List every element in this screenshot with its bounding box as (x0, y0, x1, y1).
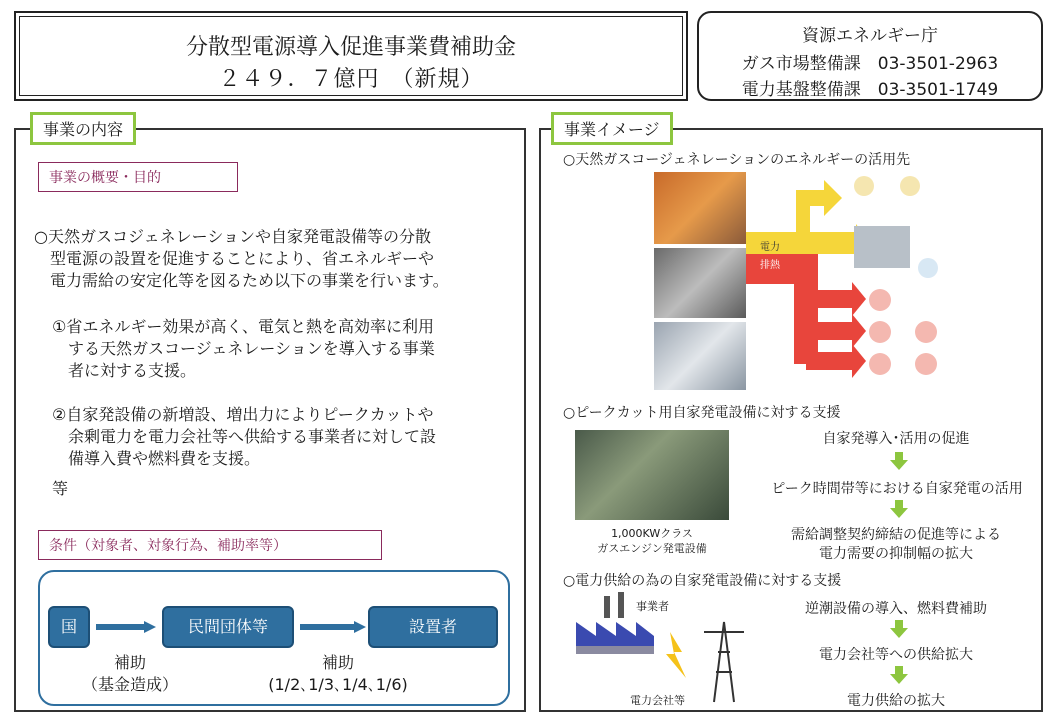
heat-label: 排熱 (760, 260, 780, 271)
supply-step-1: 逆潮設備の導入、燃料費補助 (805, 601, 987, 617)
caption-line: ガスエンジン発電設備 (597, 542, 707, 555)
chimney-icon (604, 596, 610, 618)
heat-flow-branch (806, 290, 852, 308)
tab-business-image: 事業イメージ (551, 112, 673, 145)
supply-step-2: 電力会社等への供給拡大 (819, 647, 973, 663)
use-icon (854, 176, 874, 196)
down-arrow (890, 500, 908, 518)
chimney-icon (618, 592, 624, 618)
flow-label-line: 補助 (321, 653, 354, 672)
section2-heading: ○ピークカット用自家発電設備に対する支援 (563, 405, 841, 421)
power-tower-icon (704, 622, 744, 702)
purpose-text (34, 226, 524, 292)
gas-engine-photo (654, 172, 746, 244)
flow-arrow-head (144, 621, 156, 633)
use-icon (900, 176, 920, 196)
heat-flow-head (852, 344, 866, 378)
heat-flow-branch (806, 322, 852, 340)
overview-heading: 事業の概要・目的 (38, 162, 238, 192)
flow-label-2 (248, 652, 428, 696)
agency-contact-1: ガス市場整備課 03-3501-2963 (741, 54, 999, 74)
flow-arrow-head (354, 621, 366, 633)
gas-turbine-photo (654, 248, 746, 318)
peak-step-4: 電力需要の抑制幅の拡大 (819, 546, 973, 562)
section1-heading: ○天然ガスコージェネレーションのエネルギーの活用先 (563, 152, 911, 168)
support-item-2 (52, 404, 522, 470)
flow-label-1 (70, 652, 190, 696)
conditions-heading: 条件（対象者、対象行為、補助率等） (38, 530, 382, 560)
purpose-line: ○天然ガスコジェネレーションや自家発電設備等の分散 (34, 227, 432, 246)
flow-box-government: 国 (48, 606, 90, 648)
use-icon (869, 321, 891, 343)
flow-label-line: (1/2､1/3､1/4､1/6) (268, 675, 408, 694)
agency-name: 資源エネルギー庁 (802, 26, 938, 46)
tab-business-content: 事業の内容 (30, 112, 136, 145)
support-item-1 (52, 316, 522, 382)
factory-base (576, 646, 654, 654)
etc-text: 等 (52, 479, 69, 498)
item-line: ②自家発設備の新増設、増出力によりピークカットや (52, 405, 434, 424)
peak-step-3: 需給調整契約締結の促進等による (791, 527, 1001, 543)
lightning-icon (666, 632, 686, 678)
agency-box (697, 11, 1043, 101)
budget-amount: ２４９．７億円 （新規） (218, 67, 484, 92)
peak-step-2: ピーク時間帯等における自家発電の活用 (771, 481, 1023, 497)
heat-flow-head (852, 314, 866, 348)
item-line: ①省エネルギー効果が高く、電気と熱を高効率に利用 (52, 317, 435, 336)
use-icon (918, 258, 938, 278)
section3-heading: ○電力供給の為の自家発電設備に対する支援 (563, 573, 842, 589)
use-icon (915, 321, 937, 343)
flow-label-line: （基金造成） (81, 675, 178, 694)
heat-flow-trunk (794, 254, 818, 364)
item-line: 備導入費や燃料費を支援。 (68, 449, 261, 468)
item-line: 余剰電力を電力会社等へ供給する事業者に対して設 (68, 427, 437, 446)
purpose-line: 電力需給の安定化等を図るため以下の事業を行います。 (50, 271, 449, 290)
photo-caption (575, 526, 729, 556)
caption-line: 1,000KWクラス (611, 527, 693, 540)
absorption-chiller-icon (854, 226, 910, 268)
item-line: する天然ガスコージェネレーションを導入する事業 (68, 339, 435, 358)
use-icon (869, 289, 891, 311)
heat-flow-branch (806, 352, 852, 370)
down-arrow (890, 666, 908, 684)
item-line: 者に対する支援。 (68, 361, 197, 380)
purpose-line: 型電源の設置を促進することにより、省エネルギーや (50, 249, 435, 268)
flow-arrow (96, 624, 144, 630)
peak-step-1: 自家発導入･活用の促進 (822, 431, 970, 447)
page-title: 分散型電源導入促進事業費補助金 (185, 35, 516, 60)
use-icon (915, 353, 937, 375)
factory-label: 事業者 (636, 600, 669, 613)
flow-box-private-org: 民間団体等 (162, 606, 294, 648)
agency-contact-2: 電力基盤整備課 03-3501-1749 (741, 80, 999, 100)
gas-engine-plant-photo (575, 430, 729, 520)
supply-step-3: 電力供給の拡大 (847, 693, 945, 709)
utility-label: 電力会社等 (630, 694, 685, 707)
electric-label: 電力 (760, 242, 780, 253)
heat-flow-head (852, 282, 866, 316)
fuel-cell-photo (654, 322, 746, 390)
down-arrow (890, 452, 908, 470)
use-icon (869, 353, 891, 375)
down-arrow (890, 620, 908, 638)
flow-label-line: 補助 (113, 653, 146, 672)
energy-flow-diagram (746, 172, 946, 394)
flow-box-installer: 設置者 (368, 606, 498, 648)
electric-flow (746, 180, 842, 232)
flow-arrow (300, 624, 354, 630)
